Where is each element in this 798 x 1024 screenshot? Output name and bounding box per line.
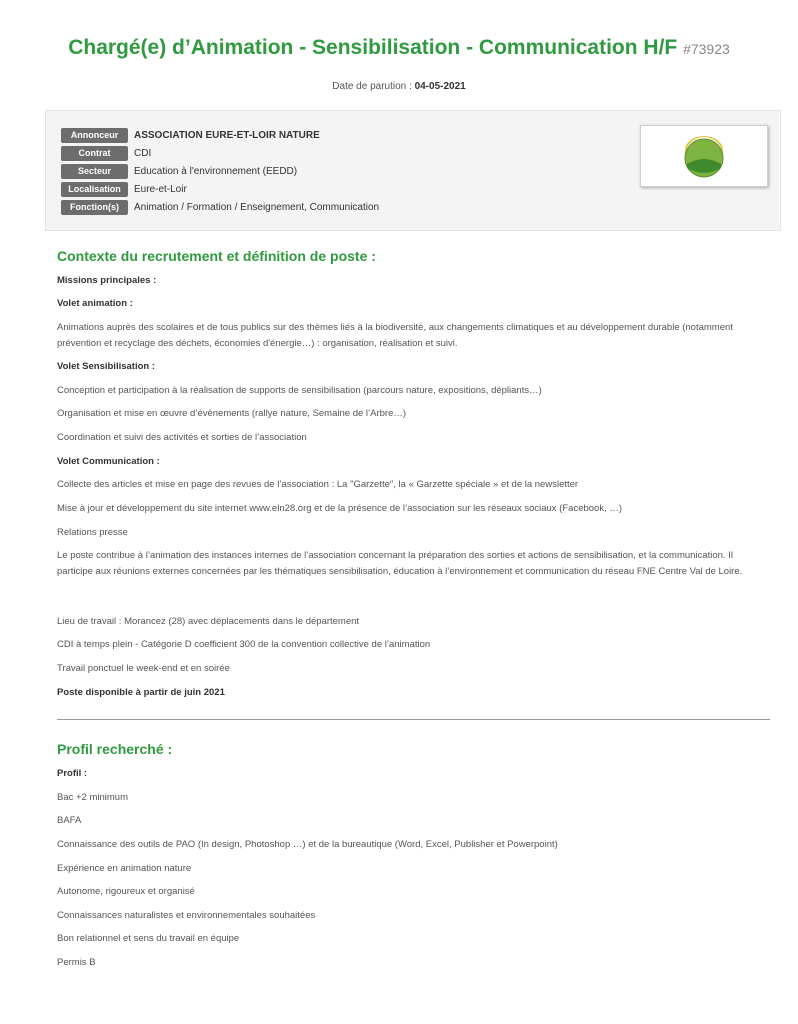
section-divider [57, 719, 770, 720]
profile-item: Permis B [57, 957, 96, 968]
animation-title: Volet animation : [57, 298, 133, 309]
info-value: ASSOCIATION EURE-ET-LOIR NATURE [134, 129, 320, 141]
info-value: Animation / Formation / Enseignement, Communication [134, 201, 380, 213]
profile-heading: Profil recherché : [57, 741, 173, 757]
animation-text: Animations auprès des scolaires et de tous publics sur des thèmes liés à la biodiversité, aux changements climatiques et au développement durable (notamment prévention et recyclage des déchets, économies d'énergie…) : organisation, réalisation et suivi. [57, 322, 733, 349]
info-label: Fonction(s) [61, 200, 128, 215]
info-label: Contrat [61, 146, 128, 161]
info-row-contrat [61, 145, 151, 161]
job-info-box [45, 110, 781, 231]
publication-date [0, 81, 798, 92]
company-logo [640, 125, 768, 187]
profile-label: Profil : [57, 768, 88, 779]
profile-item: Connaissance des outils de PAO (In design, Photoshop …) et de la bureautique (Word, Excel, Publisher et Powerpoint) [57, 839, 558, 850]
sensibilisation-item: Coordination et suivi des activités et sorties de l’association [57, 432, 307, 443]
job-reference: #73923 [683, 41, 730, 57]
info-row-localisation [61, 181, 187, 197]
context-heading: Contexte du recrutement et définition de poste : [57, 248, 376, 264]
work-schedule: Travail ponctuel le week-end et en soirée [57, 663, 230, 674]
info-value: Eure-et-Loir [134, 183, 187, 195]
availability: Poste disponible à partir de juin 2021 [57, 687, 225, 698]
work-location: Lieu de travail : Morancez (28) avec déplacements dans le département [57, 616, 360, 627]
info-label: Localisation [61, 182, 128, 197]
info-row-fonctions [61, 199, 379, 215]
info-row-secteur [61, 163, 297, 179]
job-title: Chargé(e) d’Animation - Sensibilisation - Communication H/F [68, 36, 678, 59]
publication-date-value: 04-05-2021 [414, 81, 466, 92]
contract-details: CDI à temps plein - Catégorie D coefficient 300 de la convention collective de l’animation [57, 639, 431, 650]
info-label: Annonceur [61, 128, 128, 143]
profile-item: Bon relationnel et sens du travail en équipe [57, 933, 240, 944]
info-row-annonceur [61, 127, 320, 143]
communication-item: Mise à jour et développement du site internet www.eln28.org et de la présence de l’association sur les réseaux sociaux (Facebook, …) [57, 503, 623, 514]
sensibilisation-item: Organisation et mise en œuvre d’évènements (rallye nature, Semaine de l’Arbre…) [57, 408, 407, 419]
publication-date-label: Date de parution : [332, 81, 415, 92]
profile-item: Autonome, rigoureux et organisé [57, 886, 195, 897]
profile-item: Expérience en animation nature [57, 863, 192, 874]
sensibilisation-item: Conception et participation à la réalisation de supports de sensibilisation (parcours nature, expositions, dépliants…) [57, 385, 542, 396]
profile-item: BAFA [57, 815, 82, 826]
communication-item: Relations presse [57, 527, 128, 538]
communication-item: Collecte des articles et mise en page des revues de l’association : La "Garzette", la « Garzette spéciale » et de la newsletter [57, 479, 579, 490]
eure-et-loir-nature-logo-icon [641, 126, 767, 186]
info-value: CDI [134, 147, 152, 159]
page-title [0, 36, 798, 60]
info-label: Secteur [61, 164, 128, 179]
sensibilisation-title: Volet Sensibilisation : [57, 361, 156, 372]
communication-title: Volet Communication : [57, 456, 160, 467]
profile-item: Bac +2 minimum [57, 792, 129, 803]
communication-description: Le poste contribue à l’animation des instances internes de l’association concernant la préparation des sorties et actions de sensibilisation, et la communication. Il participe aux réunions externes concernées par les thématiques sensibilisation, éducation à l’environnement et communication du réseau FNE Centre Val de Loire. [57, 550, 743, 577]
info-value: Education à l'environnement (EEDD) [134, 165, 298, 177]
profile-item: Connaissances naturalistes et environnementales souhaitées [57, 910, 316, 921]
missions-label: Missions principales : [57, 275, 157, 286]
